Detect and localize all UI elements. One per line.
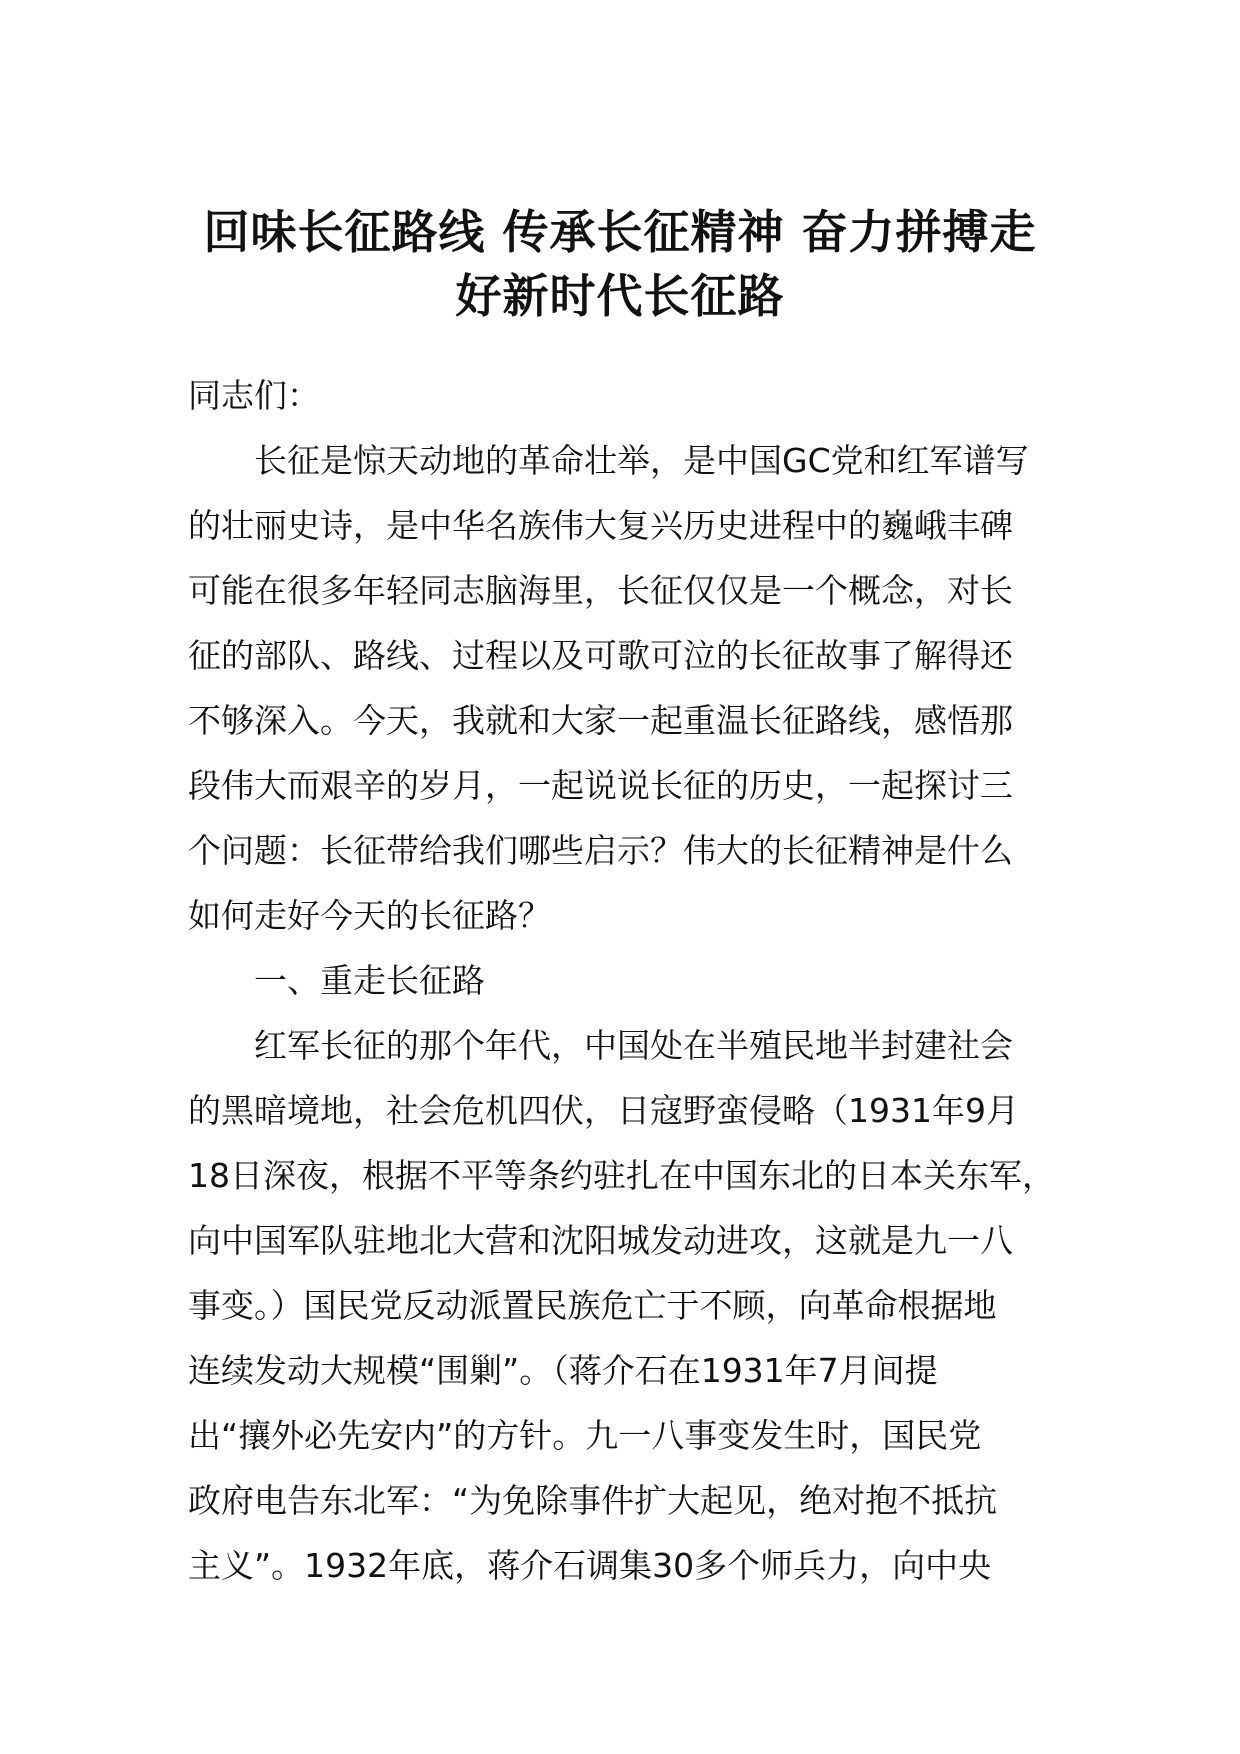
text-line: 18日深夜，根据不平等条约驻扎在中国东北的日本关东军， [188,1156,1055,1195]
text-line: 向中国军队驻地北大营和沈阳城发动进攻，这就是九一八 [188,1221,1013,1260]
text-line: 征的部队、路线、过程以及可歌可泣的长征故事了解得还 [188,636,1013,675]
text-line: 主义”。1932年底，蒋介石调集30多个师兵力，向中央 [188,1546,992,1585]
text-line: 事变。）国民党反动派置民族危亡于不顾，向革命根据地 [188,1286,997,1325]
text-line: 不够深入。今天，我就和大家一起重温长征路线，感悟那 [188,701,1013,740]
text-line: 连续发动大规模“围剿”。（蒋介石在1931年7月间提 [188,1351,938,1390]
document-title [150,200,1090,328]
text-line: 段伟大而艰辛的岁月，一起说说长征的历史，一起探讨三 [188,766,1013,805]
text-line: 政府电告东北军：“为免除事件扩大起见，绝对抱不抵抗 [188,1481,998,1520]
text-line: 的黑暗境地，社会危机四伏，日寇野蛮侵略（1931年9月 [188,1091,1019,1130]
text-line: 可能在很多年轻同志脑海里，长征仅仅是一个概念，对长 [188,571,1013,610]
text-line: 的壮丽史诗，是中华名族伟大复兴历史进程中的巍峨丰碑 [188,506,1013,545]
text-line: 如何走好今天的长征路？ [188,896,551,935]
text-line: 红军长征的那个年代，中国处在半殖民地半封建社会 [188,1026,1013,1065]
salutation: 同志们： [188,376,320,415]
text-line: 出“攘外必先安内”的方针。九一八事变发生时，国民党 [188,1416,982,1455]
title-line-2: 好新时代长征路 [455,269,785,323]
title-line-1: 回味长征路线 传承长征精神 奋力拼搏走 [203,205,1037,259]
text-line: 个问题：长征带给我们哪些启示？伟大的长征精神是什么 [188,831,1013,870]
section-heading: 一、重走长征路 [188,961,485,1000]
document-body [188,363,1088,1598]
text-line: 长征是惊天动地的革命壮举，是中国GC党和红军谱写 [188,441,1029,480]
